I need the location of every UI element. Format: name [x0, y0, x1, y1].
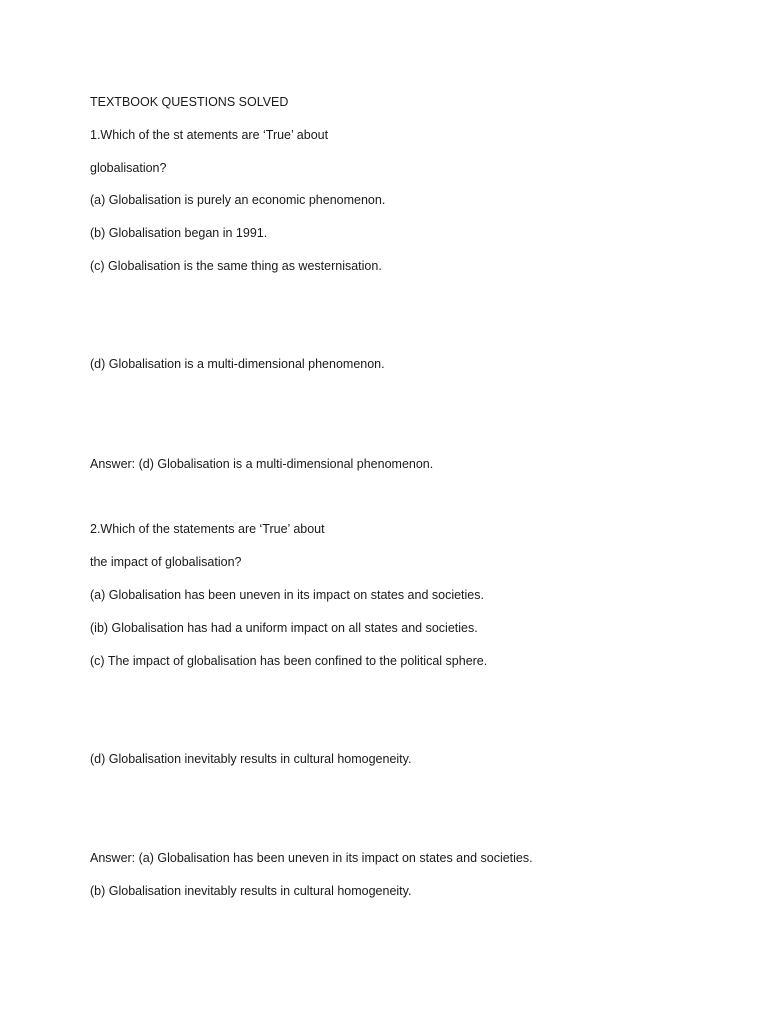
- q2-answer-line2: (b) Globalisation inevitably results in cultural homogeneity.: [90, 884, 412, 898]
- q1-option-b: (b) Globalisation began in 1991.: [90, 226, 268, 240]
- q1-question-line1: 1.Which of the st atements are ‘True’ about: [90, 128, 329, 142]
- q1-option-c: (c) Globalisation is the same thing as westernisation.: [90, 259, 382, 273]
- q2-option-c: (c) The impact of globalisation has been confined to the political sphere.: [90, 654, 488, 668]
- q1-answer: Answer: (d) Globalisation is a multi-dimensional phenomenon.: [90, 457, 434, 471]
- q2-option-a: (a) Globalisation has been uneven in its impact on states and societies.: [90, 588, 484, 602]
- q2-question-line1: 2.Which of the statements are ‘True’ about: [90, 522, 325, 536]
- q2-answer-line1: Answer: (a) Globalisation has been uneven in its impact on states and societies.: [90, 851, 533, 865]
- document-heading: TEXTBOOK QUESTIONS SOLVED: [90, 95, 289, 109]
- q1-option-d: (d) Globalisation is a multi-dimensional phenomenon.: [90, 357, 385, 371]
- q2-question-line2: the impact of globalisation?: [90, 555, 242, 569]
- q2-option-d: (d) Globalisation inevitably results in cultural homogeneity.: [90, 752, 412, 766]
- q2-option-b: (ib) Globalisation has had a uniform impact on all states and societies.: [90, 621, 478, 635]
- q1-question-line2: globalisation?: [90, 161, 167, 175]
- q1-option-a: (a) Globalisation is purely an economic phenomenon.: [90, 193, 386, 207]
